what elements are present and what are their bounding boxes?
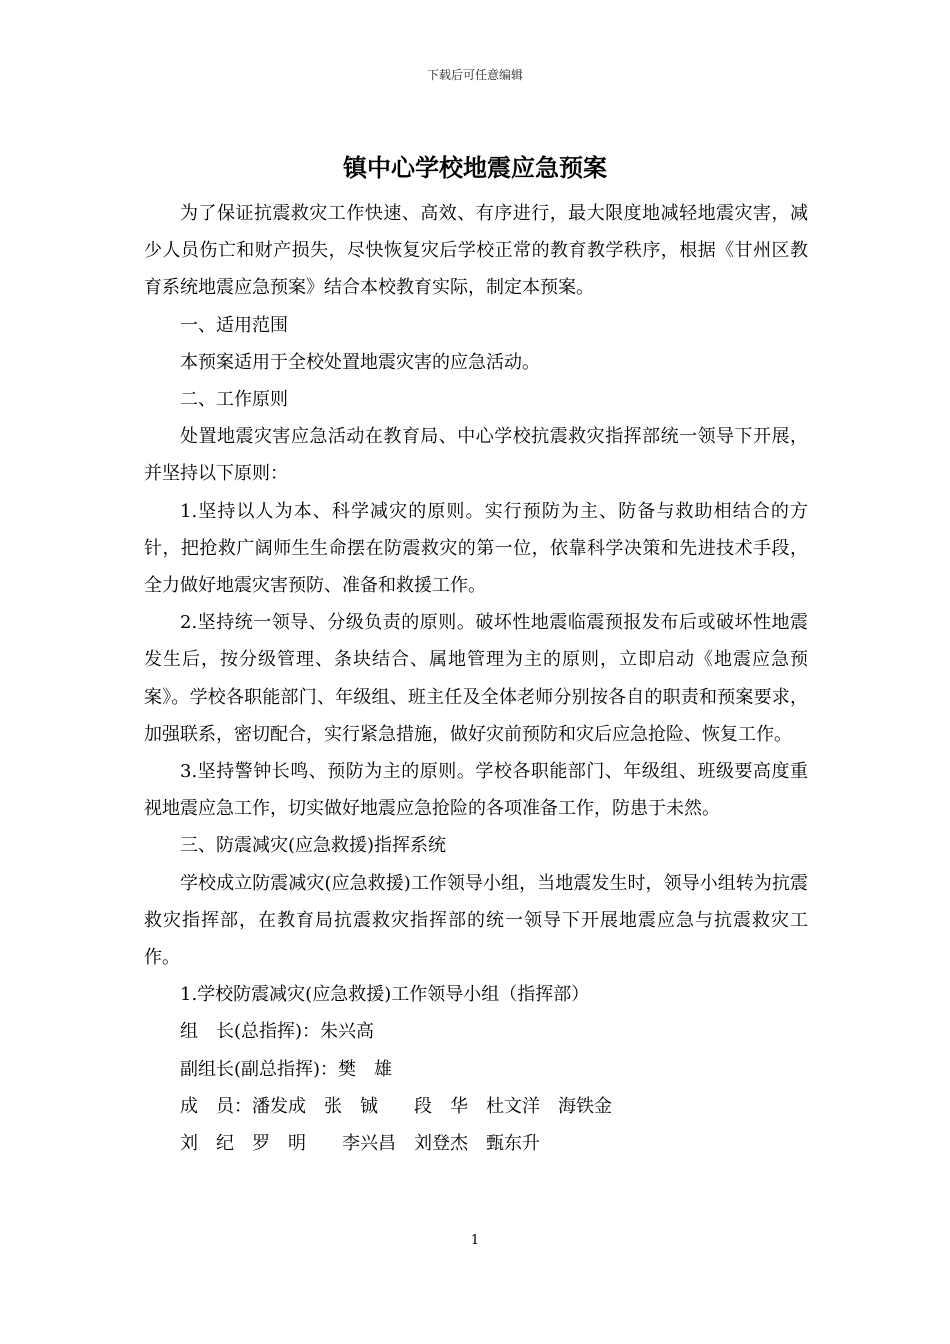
subsection-heading-leadership: 1.学校防震减灾(应急救援)工作领导小组（指挥部） (180, 984, 590, 1006)
section-heading-command: 三、防震减灾(应急救援)指挥系统 (180, 835, 447, 857)
member-line-members-cont: 刘 纪 罗 明 李兴昌 刘登杰 甄东升 (180, 1133, 540, 1155)
document-body (144, 195, 808, 1162)
paragraph-command: 学校成立防震减灾(应急救援)工作领导小组，当地震发生时，领导小组转为抗震救灾指挥部，在教育局抗震救灾指挥部的统一领导下开展地震应急与抗震救灾工作。 (144, 872, 808, 969)
page-header-note: 下载后可任意编辑 (426, 68, 523, 82)
section-heading-scope: 一、适用范围 (180, 314, 288, 336)
member-line-members: 成 员：潘发成 张 铖 段 华 杜文洋 海铁金 (180, 1095, 612, 1117)
member-list (144, 1013, 808, 1162)
section-heading-principles: 二、工作原则 (180, 389, 288, 411)
paragraph-principle-3: 3.坚持警钟长鸣、预防为主的原则。学校各职能部门、年级组、班级要高度重视地震应急工作，切实做好地震应急抢险的各项准备工作，防患于未然。 (144, 761, 808, 820)
paragraph-intro: 为了保证抗震救灾工作快速、高效、有序进行，最大限度地减轻地震灾害，减少人员伤亡和财产损失，尽快恢复灾后学校正常的教育教学秩序，根据《甘州区教育系统地震应急预案》结合本校教育实际，制定本预案。 (144, 203, 808, 299)
member-line-leader: 组 长(总指挥)：朱兴高 (180, 1021, 375, 1043)
paragraph-principle-1: 1.坚持以人为本、科学减灾的原则。实行预防为主、防备与救助相结合的方针，把抢救广阔师生生命摆在防震救灾的第一位，依靠科学决策和先进技术手段，全力做好地震灾害预防、准备和救援工作。 (144, 500, 808, 597)
member-line-deputy: 副组长(副总指挥)：樊 雄 (180, 1058, 393, 1080)
document-title: 镇中心学校地震应急预案 (343, 154, 607, 182)
paragraph-principle-2: 2.坚持统一领导、分级负责的原则。破坏性地震临震预报发布后或破坏性地震发生后，按分级管理、条块结合、属地管理为主的原则，立即启动《地震应急预案》。学校各职能部门、年级组、班主任及全体老师分别按各自的职责和预案要求，加强联系，密切配合，实行紧急措施，做好灾前预防和灾后应急抢险、恢复工作。 (144, 612, 808, 745)
paragraph-scope: 本预案适用于全校处置地震灾害的应急活动。 (180, 351, 540, 373)
paragraph-principles-intro: 处置地震灾害应急活动在教育局、中心学校抗震救灾指挥部统一领导下开展，并坚持以下原则： (144, 426, 808, 485)
page-number: 1 (470, 1233, 480, 1248)
